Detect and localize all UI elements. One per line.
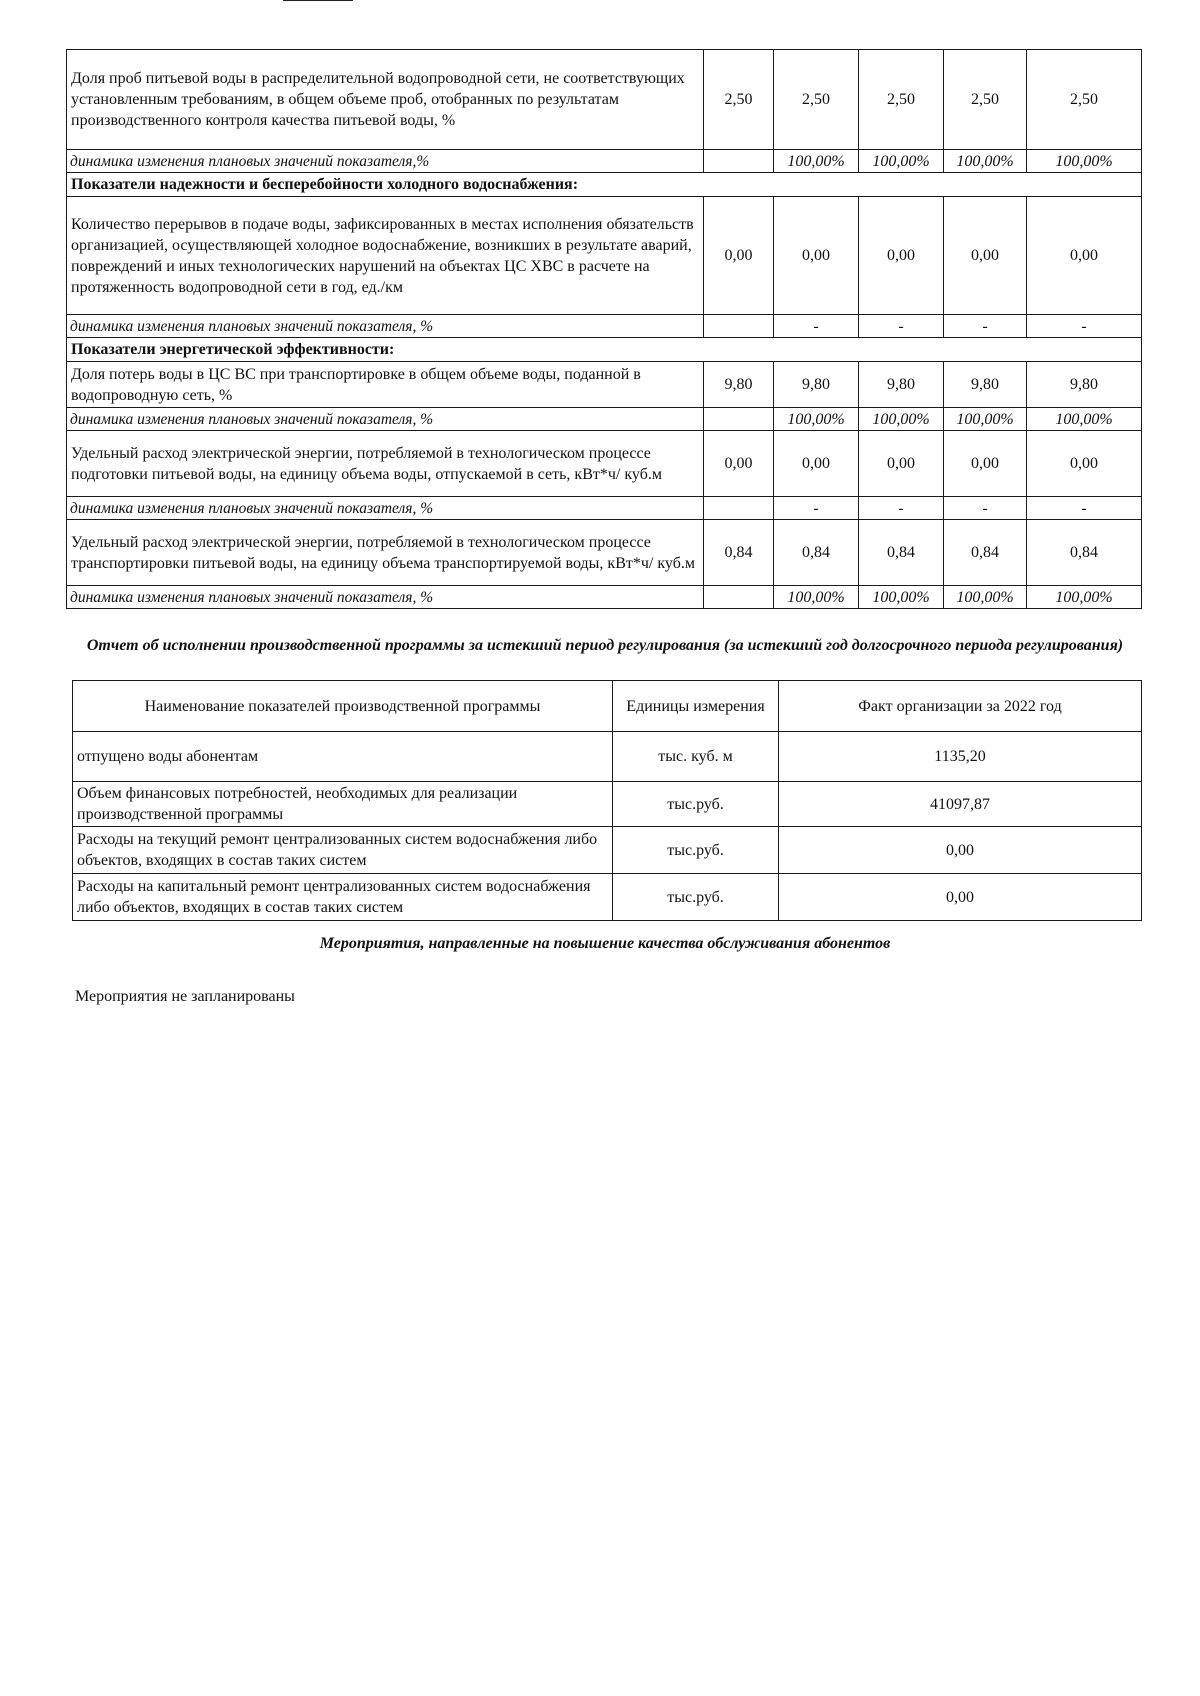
indicator-value: 0,00 [704, 197, 774, 315]
indicator-value: 9,80 [704, 362, 774, 408]
indicator-value: 0,00 [1027, 431, 1142, 497]
dynamics-value: 100,00% [774, 408, 859, 431]
indicator-value: 9,80 [774, 362, 859, 408]
top-rule [283, 0, 353, 1]
dynamics-label: динамика изменения плановых значений показателя,% [67, 150, 704, 173]
report-row [73, 782, 1142, 827]
dynamics-value: 100,00% [1027, 408, 1142, 431]
report-row-name: отпущено воды абонентам [73, 732, 613, 782]
dynamics-value: 100,00% [859, 150, 944, 173]
indicator-value: 0,84 [1027, 520, 1142, 586]
dynamics-value: - [944, 315, 1027, 338]
indicator-value: 9,80 [859, 362, 944, 408]
indicator-value: 2,50 [859, 50, 944, 150]
dynamics-row [67, 315, 1142, 338]
report-row-unit: тыс.руб. [613, 874, 779, 921]
dynamics-value: 100,00% [859, 586, 944, 609]
dynamics-value: 100,00% [1027, 150, 1142, 173]
report-row-name: Объем финансовых потребностей, необходимых для реализации производственной программы [73, 782, 613, 827]
dynamics-value [704, 315, 774, 338]
indicator-label: Удельный расход электрической энергии, потребляемой в технологическом процессе подготовки питьевой воды, на единицу объема воды, отпускаемой в сеть, кВт*ч/ куб.м [67, 431, 704, 497]
dynamics-label: динамика изменения плановых значений показателя, % [67, 497, 704, 520]
section-heading-energy [67, 338, 1142, 362]
report-row-unit: тыс.руб. [613, 782, 779, 827]
report-row [73, 732, 1142, 782]
indicator-row-interruptions [67, 197, 1142, 315]
dynamics-row [67, 408, 1142, 431]
dynamics-row [67, 150, 1142, 173]
report-header-unit: Единицы измерения [613, 681, 779, 732]
section-heading: Показатели энергетической эффективности: [67, 338, 1142, 362]
dynamics-row [67, 586, 1142, 609]
report-row-value: 0,00 [779, 827, 1142, 874]
section-heading-reliability [67, 173, 1142, 197]
dynamics-value [704, 408, 774, 431]
dynamics-value: - [1027, 315, 1142, 338]
report-row-value: 1135,20 [779, 732, 1142, 782]
report-row [73, 827, 1142, 874]
indicator-label: Доля проб питьевой воды в распределительной водопроводной сети, не соответствующих установленным требованиям, в общем объеме проб, отобранных по результатам производственного контроля качества питьевой воды, % [67, 50, 704, 150]
report-title: Отчет об исполнении производственной программы за истекший период регулирования (за истекший год долгосрочного периода регулирования) [86, 637, 1124, 654]
dynamics-value: 100,00% [1027, 586, 1142, 609]
indicator-value: 2,50 [704, 50, 774, 150]
dynamics-row [67, 497, 1142, 520]
dynamics-value: 100,00% [944, 408, 1027, 431]
indicator-value: 2,50 [944, 50, 1027, 150]
dynamics-value: - [859, 315, 944, 338]
dynamics-value: - [774, 315, 859, 338]
indicator-row-energy-preparation [67, 431, 1142, 497]
report-row-value: 41097,87 [779, 782, 1142, 827]
dynamics-value [704, 586, 774, 609]
report-table [72, 680, 1142, 921]
dynamics-label: динамика изменения плановых значений показателя, % [67, 315, 704, 338]
report-header-fact: Факт организации за 2022 год [779, 681, 1142, 732]
events-title: Мероприятия, направленные на повышение качества обслуживания абонентов [319, 935, 891, 952]
dynamics-value: 100,00% [944, 150, 1027, 173]
indicator-value: 2,50 [1027, 50, 1142, 150]
indicator-value: 0,00 [944, 197, 1027, 315]
indicator-label: Удельный расход электрической энергии, потребляемой в технологическом процессе транспортировки питьевой воды, на единицу объема транспортируемой воды, кВт*ч/ куб.м [67, 520, 704, 586]
dynamics-value: 100,00% [859, 408, 944, 431]
dynamics-value: - [944, 497, 1027, 520]
indicators-table [66, 49, 1142, 609]
indicator-label: Количество перерывов в подаче воды, зафиксированных в местах исполнения обязательств организацией, осуществляющей холодное водоснабжение, возникших в результате аварий, повреждений и иных технологических нарушений на объектах ЦС ХВС в расчете на протяженность водопроводной сети в год, ед./км [67, 197, 704, 315]
dynamics-value: 100,00% [774, 586, 859, 609]
indicator-value: 9,80 [944, 362, 1027, 408]
indicator-value: 2,50 [774, 50, 859, 150]
indicator-value: 0,84 [944, 520, 1027, 586]
dynamics-value: - [1027, 497, 1142, 520]
indicator-value: 0,84 [704, 520, 774, 586]
dynamics-label: динамика изменения плановых значений показателя, % [67, 586, 704, 609]
report-row-unit: тыс.руб. [613, 827, 779, 874]
indicator-value: 0,00 [1027, 197, 1142, 315]
dynamics-value: 100,00% [944, 586, 1027, 609]
indicator-value: 0,00 [944, 431, 1027, 497]
dynamics-value [704, 497, 774, 520]
dynamics-value: - [774, 497, 859, 520]
report-row-value: 0,00 [779, 874, 1142, 921]
report-row [73, 874, 1142, 921]
indicator-value: 0,00 [774, 431, 859, 497]
report-header-row [73, 681, 1142, 732]
report-row-unit: тыс. куб. м [613, 732, 779, 782]
indicator-value: 0,00 [859, 197, 944, 315]
indicator-value: 0,00 [859, 431, 944, 497]
report-header-name: Наименование показателей производственной программы [73, 681, 613, 732]
dynamics-value [704, 150, 774, 173]
events-note: Мероприятия не запланированы [75, 988, 295, 1005]
indicator-row-water-losses [67, 362, 1142, 408]
dynamics-value: 100,00% [774, 150, 859, 173]
indicator-row-water-quality [67, 50, 1142, 150]
report-row-name: Расходы на капитальный ремонт централизованных систем водоснабжения либо объектов, входящих в состав таких систем [73, 874, 613, 921]
indicator-value: 0,84 [774, 520, 859, 586]
dynamics-value: - [859, 497, 944, 520]
dynamics-label: динамика изменения плановых значений показателя, % [67, 408, 704, 431]
report-row-name: Расходы на текущий ремонт централизованных систем водоснабжения либо объектов, входящих в состав таких систем [73, 827, 613, 874]
indicator-label: Доля потерь воды в ЦС ВС при транспортировке в общем объеме воды, поданной в водопроводную сеть, % [67, 362, 704, 408]
indicator-value: 9,80 [1027, 362, 1142, 408]
indicator-value: 0,00 [774, 197, 859, 315]
indicator-value: 0,84 [859, 520, 944, 586]
section-heading: Показатели надежности и бесперебойности холодного водоснабжения: [67, 173, 1142, 197]
indicator-value: 0,00 [704, 431, 774, 497]
indicator-row-energy-transport [67, 520, 1142, 586]
